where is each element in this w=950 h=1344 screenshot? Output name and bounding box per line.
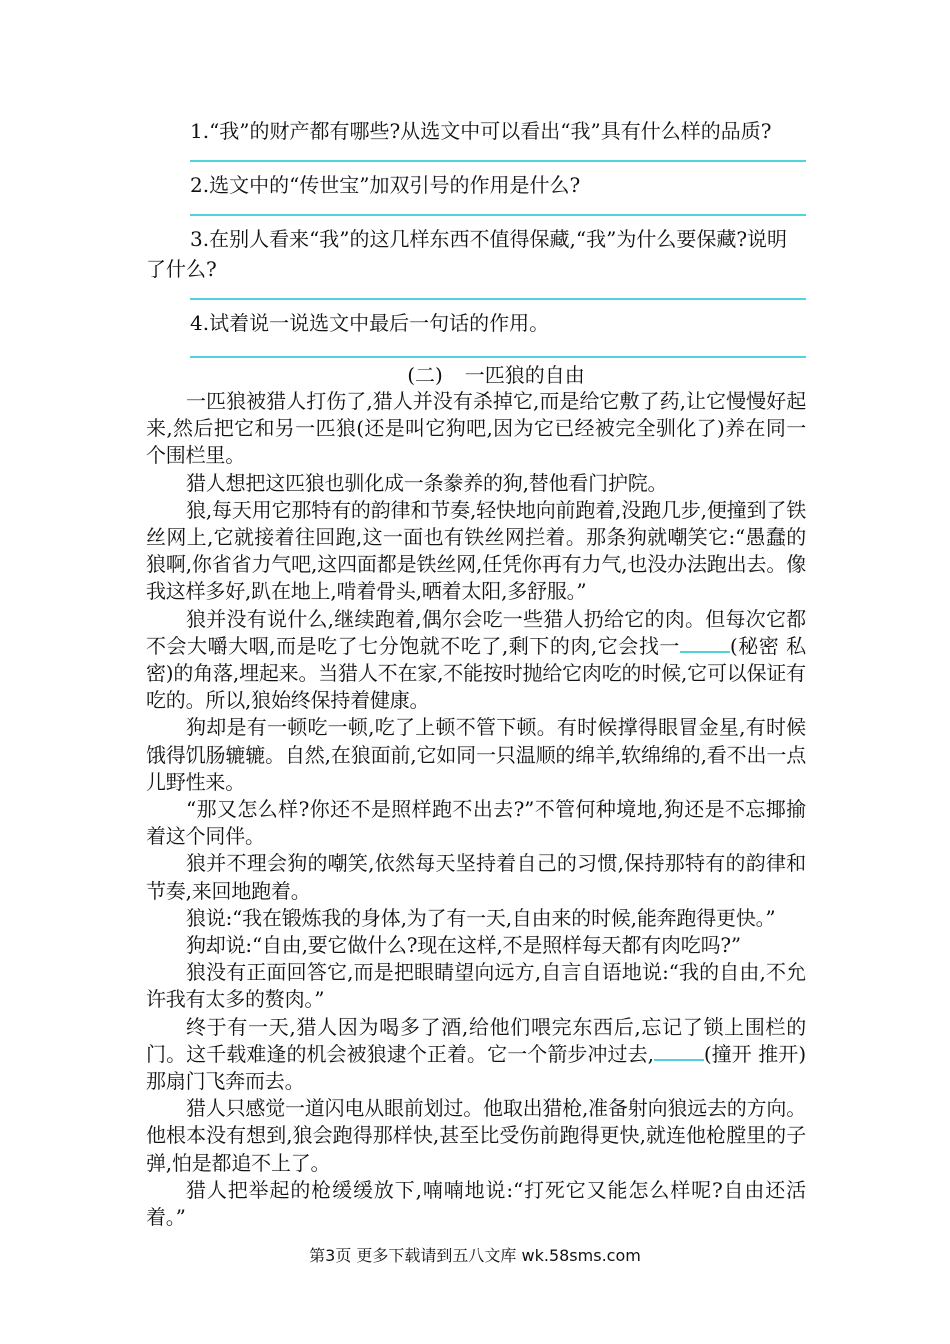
answer-line-1[interactable] [190, 160, 806, 162]
paragraph-5: 狗却是有一顿吃一顿,吃了上顿不管下顿。有时候撑得眼冒金星,有时候饿得饥肠辘辘。自然,在狼面前,它如同一只温顺的绵羊,软绵绵的,看不出一点儿野性来。 [146, 715, 806, 794]
paragraph-7: 狼并不理会狗的嘲笑,依然每天坚持着自己的习惯,保持那特有的韵律和节奏,来回地跑着。 [146, 851, 806, 903]
paragraph-1: 一匹狼被猎人打伤了,猎人并没有杀掉它,而是给它敷了药,让它慢慢好起来,然后把它和另一匹狼(还是叫它狗吧,因为它已经被完全驯化了)养在同一个围栏里。 [146, 389, 806, 468]
paragraph-11-part-b: (撞开 推开)那扇门飞奔而去。 [146, 1041, 806, 1094]
worksheet-page [146, 108, 806, 1231]
paragraph-11-part-a: 终于有一天,猎人因为喝多了酒,给他们喂完东西后,忘记了锁上围栏的门。这千载难逢的机会被狼逮个正着。它一个箭步冲过去, [146, 1014, 806, 1066]
answer-line-3[interactable] [190, 298, 806, 300]
paragraph-12: 猎人只感觉一道闪电从眼前划过。他取出猎枪,准备射向狼远去的方向。他根本没有想到,狼会跑得那样快,甚至比受伤前跑得更快,就连他枪膛里的子弹,怕是都追不上了。 [146, 1096, 806, 1175]
question-3: 3.在别人看来“我”的这几样东西不值得保藏,“我”为什么要保藏?说明了什么? [146, 227, 788, 281]
answer-line-2[interactable] [190, 214, 806, 216]
paragraph-4 [146, 606, 806, 715]
fill-blank-2[interactable] [654, 1041, 704, 1061]
paragraph-6: “那又怎么样?你还不是照样跑不出去?”不管何种境地,狗还是不忘揶揄着这个同伴。 [146, 797, 806, 849]
paragraph-8: 狼说:“我在锻炼我的身体,为了有一天,自由来的时候,能奔跑得更快。” [186, 905, 776, 930]
page-footer: 第3页 更多下载请到五八文库 wk.58sms.com [309, 1246, 641, 1265]
section-title [146, 362, 806, 388]
question-1: 1.“我”的财产都有哪些?从选文中可以看出“我”具有什么样的品质? [190, 119, 772, 143]
paragraph-2: 猎人想把这匹狼也驯化成一条豢养的狗,替他看门护院。 [186, 470, 668, 495]
fill-blank-1[interactable] [680, 633, 730, 653]
answer-line-4[interactable] [190, 356, 806, 358]
paragraph-11 [146, 1014, 806, 1096]
paragraph-9: 狗却说:“自由,要它做什么?现在这样,不是照样每天都有肉吃吗?” [186, 933, 741, 958]
paragraph-4-part-b: (秘密 私密)的角落,埋起来。当猎人不在家,不能按时抛给它肉吃的时候,它可以保证有吃的。所以,狼始终保持着健康。 [146, 633, 806, 713]
section-number: (二) [407, 363, 443, 387]
section-title-text: 一匹狼的自由 [464, 363, 585, 387]
paragraph-10: 狼没有正面回答它,而是把眼睛望向远方,自言自语地说:“我的自由,不允许我有太多的赘肉。” [146, 960, 806, 1012]
paragraph-4-part-a: 狼并没有说什么,继续跑着,偶尔会吃一些猎人扔给它的肉。但每次它都不会大嚼大咽,而是吃了七分饱就不吃了,剩下的肉,它会找一 [146, 606, 806, 658]
question-2: 2.选文中的“传世宝”加双引号的作用是什么? [190, 173, 581, 197]
paragraph-3: 狼,每天用它那特有的韵律和节奏,轻快地向前跑着,没跑几步,便撞到了铁丝网上,它就接着往回跑,这一面也有铁丝网拦着。那条狗就嘲笑它:“愚蠢的狼啊,你省省力气吧,这四面都是铁丝网,任凭你再有力气,也没办法跑出去。像我这样多好,趴在地上,啃着骨头,晒着太阳,多舒服。” [146, 497, 806, 604]
question-4: 4.试着说一说选文中最后一句话的作用。 [190, 311, 550, 335]
paragraph-13: 猎人把举起的枪缓缓放下,喃喃地说:“打死它又能怎么样呢?自由还活着。” [146, 1177, 806, 1230]
